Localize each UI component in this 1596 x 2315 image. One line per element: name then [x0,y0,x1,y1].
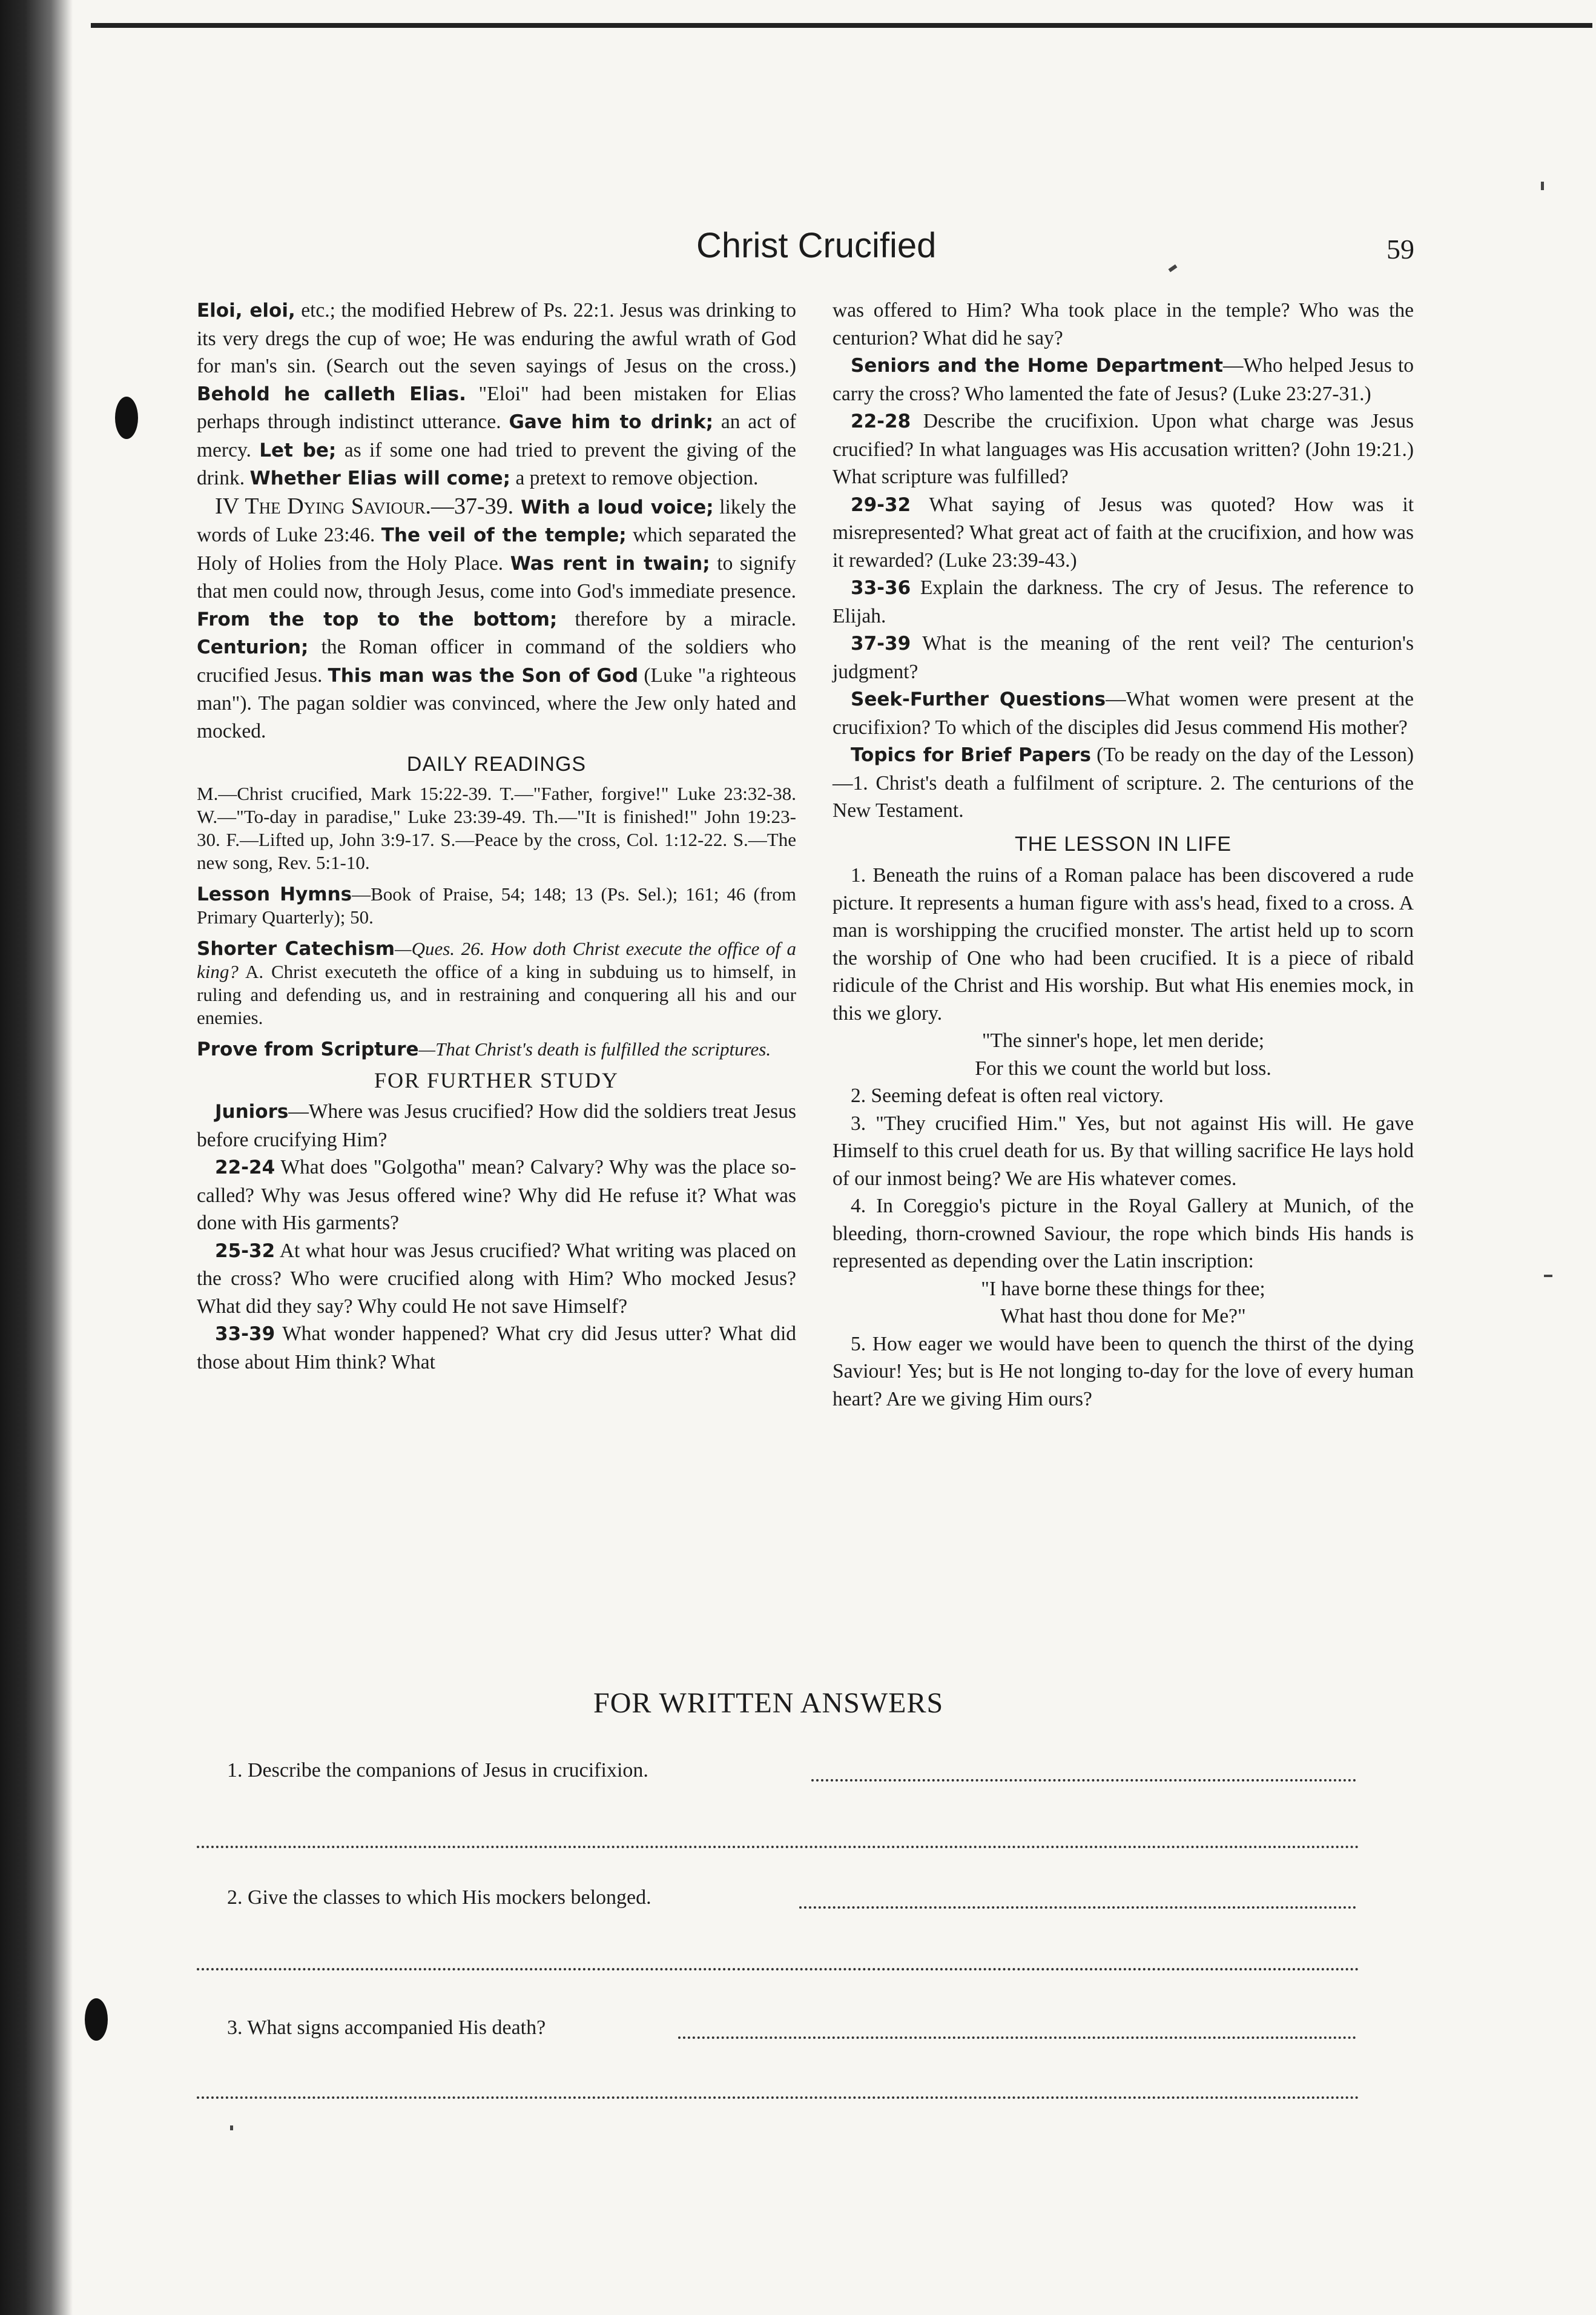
written-question-2: 2. Give the classes to which His mockers belonged. [227,1886,651,1909]
term-seniors: Seniors and the Home Department [851,355,1223,377]
term-loud-voice: With a loud voice; [513,496,714,518]
topics-brief-papers [833,741,1414,825]
verse-ref: 37-39 [851,633,911,655]
top-rule [91,23,1592,28]
scan-speck [1169,265,1178,272]
paragraph-text: etc.; the modified Hebrew of Ps. 22:1. Jesus was drinking to its very dregs the cup of woe; He was enduring the awful wrath of God for man's sin. (Search out the seven sayings of Jesus on the cross.) [197,299,796,377]
written-answers-heading: FOR WRITTEN ANSWERS [593,1687,944,1719]
poem-line: "The sinner's hope, let men deride; [981,1029,1265,1052]
life-point-4: 4. In Coreggio's picture in the Royal Gallery at Munich, of the bleeding, thorn-crowned Saviour, the rope which binds His hands is represented as depending over the Latin inscription: [833,1195,1414,1272]
paragraph-text: an act of mercy. [197,411,796,461]
paragraph-text: (To be ready on the day of the Lesson)—1. Christ's death a fulfilment of scripture. 2. The centurions of the New Testament. [833,744,1414,822]
verse-ref: 29-32 [851,494,911,516]
further-study-heading: FOR FURTHER STUDY [374,1068,619,1092]
paragraph-text: likely the words of Luke 23:46. [197,495,796,546]
term-son-of-god: This man was the Son of God [328,664,639,687]
paragraph-text: Describe the crucifixion. Upon what charge was Jesus crucified? In what languages was His accusation written? (John 19:21.) What scripture was fulfilled? [833,410,1414,488]
paragraph-text: as if some one had tried to prevent the giving of the drink. [197,438,796,489]
answer-line[interactable] [197,1968,1359,1970]
lesson-in-life-heading: THE LESSON IN LIFE [1014,832,1232,856]
term-centurion: Centurion; [197,636,309,658]
paragraph-text: What does "Golgotha" mean? Calvary? Why was the place so-called? Why was Jesus offered wine? Why did He refuse it? What was done with His garments? [197,1156,796,1234]
verse-ref: 22-28 [851,411,911,432]
paragraph-text: which separated the Holy of Holies from the Holy Place. [197,524,796,575]
punch-hole [115,397,138,439]
answer-line[interactable] [197,2096,1359,2099]
poem-line: "I have borne these things for thee; [981,1277,1265,1300]
shorter-catechism [197,937,796,1029]
life-point-1: 1. Beneath the ruins of a Roman palace has been discovered a rude picture. It represents a human figure with ass's head, fixed to a cross. A man is worshipping the crucified monster. The artist held up to scorn the worship of One who had been crucified. It is a piece of ribald ridicule of the Christ and His worship. But what His enemies mock, in this we glory. [833,864,1414,1025]
term-topics: Topics for Brief Papers [851,744,1091,766]
verse-ref: 33-36 [851,577,911,599]
paragraph-text: What saying of Jesus was quoted? How was it misrepresented? What great act of faith at the crucifixion, and how was it rewarded? (Luke 23:39-43.) [833,493,1414,572]
written-question-1: 1. Describe the companions of Jesus in crucifixion. [227,1759,648,1782]
paragraph-text: to signify that men could now, through Jesus, come into God's immediate presence. [197,552,796,603]
paragraph-text: At what hour was Jesus crucified? What writing was placed on the cross? Who were crucified along with Him? Who mocked Jesus? What did they say? Why could He not save Himself? [197,1239,796,1318]
daily-readings-text: M.—Christ crucified, Mark 15:22-39. T.—"Father, forgive!" Luke 23:32-38. W.—"To-day in paradise," Luke 23:39-49. Th.—"It is finished!" John 19:23-30. F.—Lifted up, John 3:9-17. S.—Peace by the cross, Col. 1:12-22. S.—The new song, Rev. 5:1-10. [197,782,796,873]
questions-22-24 [197,1154,796,1237]
page-number: 59 [1387,234,1414,265]
term-whether-elias: Whether Elias will come; [249,467,511,489]
verse-ref: 25-32 [215,1240,275,1262]
juniors-questions [197,1098,796,1154]
seniors-questions [833,352,1414,408]
term-top-bottom: From the top to the bottom; [197,608,558,630]
catechism-question: —Ques. 26. How doth Christ execute the office of a king? [197,937,797,982]
paragraph-eloi [197,297,796,493]
catechism-answer: A. Christ executeth the office of a king in subduing us to himself, in ruling and defending us, and in restraining and conquering all his and our enemies. [197,960,796,1028]
written-question-3: 3. What signs accompanied His death? [227,2016,546,2039]
term-juniors: Juniors [215,1101,289,1123]
answer-line[interactable] [811,1779,1356,1782]
life-point-3: 3. "They crucified Him." Yes, but not against His will. He gave Himself to this cruel death for us. By that willing sacrifice He lays hold of our inmost being? We are His whatever comes. [833,1112,1414,1190]
life-point-5: 5. How eager we would have been to quench the thirst of the dying Saviour! Yes; but is He not longing to-day for the love of every human heart? Are we giving Him ours? [833,1332,1414,1410]
paragraph-text: therefore by a miracle. [557,607,796,630]
poem-line: For this we count the world but loss. [975,1057,1271,1080]
questions-33-39 [197,1320,796,1376]
term-let-be: Let be; [259,439,337,461]
paragraph-text: —Where was Jesus crucified? How did the soldiers treat Jesus before crucifying Him? [197,1100,796,1151]
prove-from-scripture [197,1038,796,1061]
term-drink: Gave him to drink; [509,411,714,433]
scan-edge-shadow [0,0,73,2315]
answer-line[interactable] [678,2036,1356,2039]
paragraph-text: What is the meaning of the rent veil? The centurion's judgment? [833,632,1414,683]
section-heading: IV The Dying Saviour.—37-39. [215,493,514,519]
paragraph-text: —Who helped Jesus to carry the cross? Who lamented the fate of Jesus? (Luke 23:27-31.) [833,354,1414,405]
answer-line[interactable] [197,1846,1359,1848]
poem-line: What hast thou done for Me?" [1000,1305,1246,1327]
daily-readings-heading: DAILY READINGS [406,753,587,776]
scan-speck [230,2125,233,2130]
verse-ref: 33-39 [215,1323,275,1345]
questions-22-28 [833,408,1414,491]
paragraph-text: —Book of Praise, 54; 148; 13 (Ps. Sel.); 161; 46 (from Primary Quarterly); 50. [197,883,797,928]
prove-text: —That Christ's death is fulfilled the scriptures. [418,1038,771,1060]
term-catechism: Shorter Catechism [197,937,395,960]
seek-further-questions [833,685,1414,741]
scan-speck [1541,182,1544,190]
term-eloi: Eloi, eloi, [197,300,295,322]
answer-line[interactable] [799,1906,1356,1909]
paragraph-continued: was offered to Him? Wha took place in the temple? Who was the centurion? What did he say? [833,299,1414,349]
paragraph-dying-saviour [197,493,796,745]
verse-ref: 22-24 [215,1157,275,1178]
paragraph-text: "Eloi" had been mistaken for Elias perhaps through indistinct utterance. [197,382,797,433]
term-rent: Was rent in twain; [510,552,710,575]
term-prove: Prove from Scripture [197,1038,419,1060]
punch-hole [85,1998,108,2041]
paragraph-text: What wonder happened? What cry did Jesus utter? What did those about Him think? What [197,1323,796,1373]
questions-25-32 [197,1237,796,1321]
questions-33-36 [833,574,1414,630]
questions-37-39 [833,630,1414,685]
paragraph-text: —What women were present at the crucifixion? To which of the disciples did Jesus commend His mother? [833,688,1414,739]
right-column [833,297,1414,1413]
term-veil: The veil of the temple; [381,524,627,546]
scan-speck [1544,1275,1552,1277]
questions-29-32 [833,491,1414,575]
paragraph-text: Explain the darkness. The cry of Jesus. The reference to Elijah. [833,576,1414,627]
paragraph-text: a pretext to remove objection. [510,467,759,489]
term-elias: Behold he calleth Elias. [197,383,466,405]
life-point-2: 2. Seeming defeat is often real victory. [851,1085,1164,1107]
running-title: Christ Crucified [696,226,937,265]
paragraph-text: the Roman officer in command of the soldiers who crucified Jesus. [197,636,796,687]
term-seek-further: Seek-Further Questions [851,689,1106,710]
lesson-hymns [197,883,796,929]
paragraph-text: (Luke "a righteous man"). The pagan soldier was convinced, where the Jew only hated and mocked. [197,664,797,742]
term-lesson-hymns: Lesson Hymns [197,883,352,905]
left-column [197,297,796,1376]
